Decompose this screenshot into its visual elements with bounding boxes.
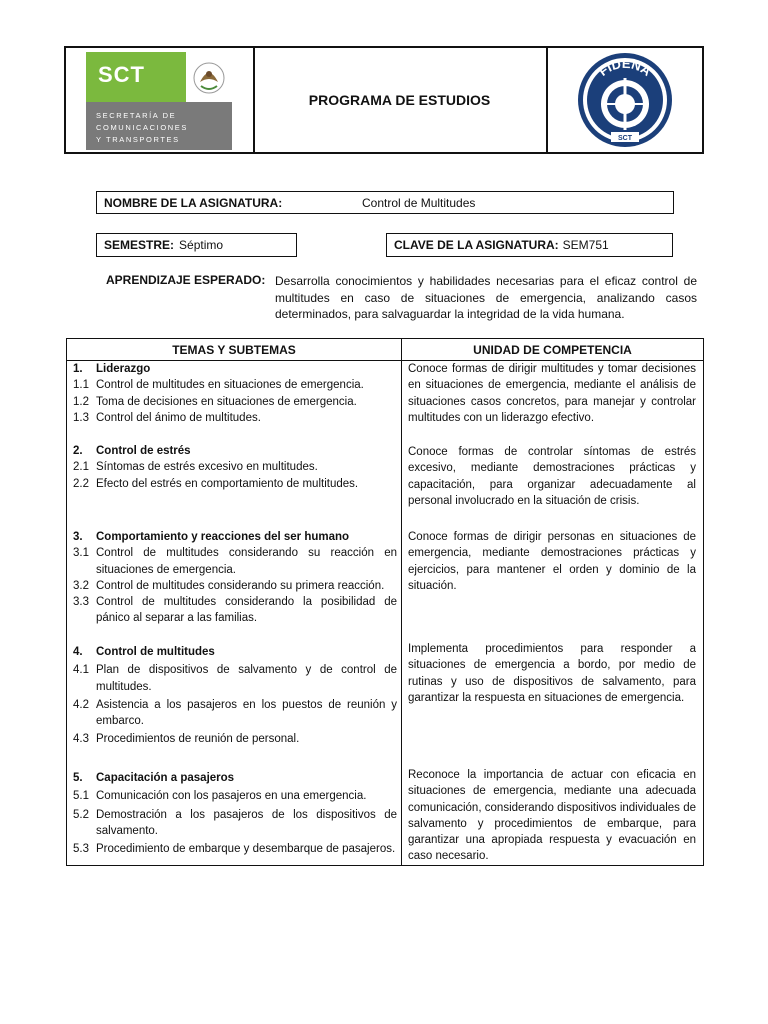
- subtopic: [67, 662, 397, 695]
- clave-label: CLAVE DE LA ASIGNATURA:: [394, 238, 559, 252]
- asignatura-label: NOMBRE DE LA ASIGNATURA:: [104, 195, 283, 210]
- subtopic-text: Demostración a los pasajeros de los dispositivos de salvamento.: [96, 808, 397, 837]
- fidena-logo-text: FIDENA: [595, 55, 655, 79]
- subtopic: [67, 410, 397, 426]
- section-title-text: Capacitación a pasajeros: [96, 772, 235, 784]
- section-2-topics: [67, 443, 397, 492]
- subtopic: [67, 807, 397, 840]
- subtopic-text: Control del ánimo de multitudes.: [96, 411, 261, 424]
- subtopic-text: Control de multitudes considerando su reacción en situaciones de emergencia.: [96, 547, 397, 576]
- section-5-competencia: Reconoce la importancia de actuar con eficacia en situaciones de emergencia, mediante una adecuada comunicación, considerando dispositivos individuales de salvamento y procedimientos de embarque, para garantizar una apropiada respuesta y evacuación en caso necesario.: [408, 769, 696, 863]
- section-title: [67, 644, 397, 660]
- section-title: [67, 770, 397, 786]
- section-title-text: Control de estrés: [96, 445, 191, 457]
- section-3-topics: [67, 529, 397, 627]
- subtopic-number: 3.2: [73, 579, 89, 592]
- section-5-topics: [67, 770, 397, 857]
- subtopic-number: 1.2: [73, 395, 89, 408]
- aprendizaje-label: APRENDIZAJE ESPERADO:: [106, 273, 266, 287]
- subtopic: [67, 697, 397, 730]
- section-3-competencia: Conoce formas de dirigir personas en situaciones de emergencia, mediante demostraciones prácticas y ejercicios, para mantener el orden y dominio de la situación.: [408, 531, 696, 592]
- subtopic-number: 1.3: [73, 411, 89, 424]
- subtopic: [67, 841, 397, 857]
- subtopic: [67, 459, 397, 475]
- subtopic-number: 4.1: [73, 664, 89, 677]
- program-table: [66, 338, 704, 866]
- section-number: 4.: [73, 646, 83, 658]
- sct-logo-text: SCT: [86, 52, 186, 102]
- page-title: PROGRAMA DE ESTUDIOS: [253, 48, 548, 152]
- section-number: 5.: [73, 772, 83, 784]
- column-divider: [401, 339, 402, 865]
- subtopic-text: Síntomas de estrés excesivo en multitudes.: [96, 461, 318, 474]
- fidena-logo-cell: [548, 48, 702, 152]
- clave-value: SEM751: [562, 238, 609, 252]
- subtopic-text: Procedimiento de embarque y desembarque de pasajeros.: [96, 843, 396, 856]
- semestre-box: [96, 233, 297, 257]
- subtopic-text: Control de multitudes en situaciones de emergencia.: [96, 379, 364, 392]
- section-title-text: Comportamiento y reacciones del ser humano: [96, 531, 350, 543]
- section-number: 2.: [73, 445, 83, 457]
- sct-line-1: SECRETARÍA DE: [96, 111, 177, 120]
- sct-logo-subtitle: [86, 102, 232, 150]
- subtopic-number: 4.3: [73, 733, 89, 746]
- subtopic-number: 5.3: [73, 843, 89, 856]
- subtopic-text: Toma de decisiones en situaciones de emergencia.: [96, 395, 357, 408]
- section-title-text: Liderazgo: [96, 363, 151, 375]
- subtopic-text: Asistencia a los pasajeros en los puestos de reunión y embarco.: [96, 698, 397, 728]
- mexico-eagle-emblem-icon: [186, 52, 232, 102]
- subtopic-number: 3.1: [73, 547, 89, 560]
- subtopic-text: Procedimientos de reunión de personal.: [96, 733, 300, 746]
- sct-line-3: Y TRANSPORTES: [96, 135, 180, 144]
- semestre-value: Séptimo: [179, 238, 224, 252]
- asignatura-value: Control de Multitudes: [362, 195, 476, 210]
- section-4-topics: [67, 644, 397, 748]
- section-2-competencia: Conoce formas de controlar síntomas de estrés excesivo, mediante demostraciones prácticas y capacitación, para organizar adecuadamente al personal involucrado en la situación de crisis.: [408, 446, 696, 507]
- subtopic-number: 2.2: [73, 477, 89, 490]
- sct-logo: [86, 52, 232, 150]
- sct-line-2: COMUNICACIONES: [96, 123, 188, 132]
- section-number: 1.: [73, 363, 83, 375]
- col-header-competencia: UNIDAD DE COMPETENCIA: [473, 342, 632, 357]
- col-header-temas: TEMAS Y SUBTEMAS: [172, 342, 296, 357]
- subtopic-number: 5.1: [73, 790, 89, 803]
- subtopic-number: 3.3: [73, 596, 89, 609]
- subtopic: [67, 594, 397, 627]
- subtopic: [67, 788, 397, 804]
- document-header: [64, 46, 704, 154]
- clave-box: [386, 233, 673, 257]
- fidena-sct-text: SCT: [618, 135, 632, 142]
- subtopic-text: Efecto del estrés en comportamiento de multitudes.: [96, 477, 359, 490]
- section-title-text: Control de multitudes: [96, 646, 215, 658]
- section-4-competencia: Implementa procedimientos para responder a situaciones de emergencia a bordo, por medio de rutinas y uso de dispositivos de salvamento, para garantizar la respuesta en situaciones de emergencia.: [408, 643, 696, 704]
- section-1-competencia: Conoce formas de dirigir multitudes y tomar decisiones en situaciones de emergencia, mediante el análisis de situaciones casos concretos, para manejar y controlar multitudes con un liderazgo efectivo.: [408, 363, 696, 424]
- fidena-logo-icon: [575, 50, 675, 150]
- subtopic-number: 4.2: [73, 698, 89, 711]
- asignatura-box: [96, 191, 674, 214]
- subtopic: [67, 578, 397, 594]
- sct-logo-cell: [66, 48, 255, 152]
- aprendizaje-value: Desarrolla conocimientos y habilidades necesarias para el eficaz control de multitudes en caso de situaciones de emergencia, analizando casos determinados, para salvaguardar la integridad de la vida humana.: [275, 274, 697, 321]
- section-title: [67, 361, 397, 377]
- section-title: [67, 529, 397, 545]
- subtopic-text: Plan de dispositivos de salvamento y de control de multitudes.: [96, 664, 397, 693]
- subtopic: [67, 731, 397, 747]
- subtopic-number: 2.1: [73, 461, 89, 474]
- subtopic-text: Comunicación con los pasajeros en una emergencia.: [96, 790, 367, 803]
- section-1-topics: [67, 361, 397, 426]
- subtopic-text: Control de multitudes considerando su primera reacción.: [96, 579, 385, 592]
- subtopic: [67, 377, 397, 393]
- subtopic-number: 1.1: [73, 379, 89, 392]
- subtopic: [67, 394, 397, 410]
- subtopic: [67, 476, 397, 492]
- semestre-label: SEMESTRE:: [104, 238, 175, 252]
- subtopic-number: 5.2: [73, 808, 89, 821]
- section-title: [67, 443, 397, 459]
- subtopic-text: Control de multitudes considerando la posibilidad de pánico al separar a las familias.: [96, 596, 397, 625]
- subtopic: [67, 545, 397, 578]
- section-number: 3.: [73, 531, 83, 543]
